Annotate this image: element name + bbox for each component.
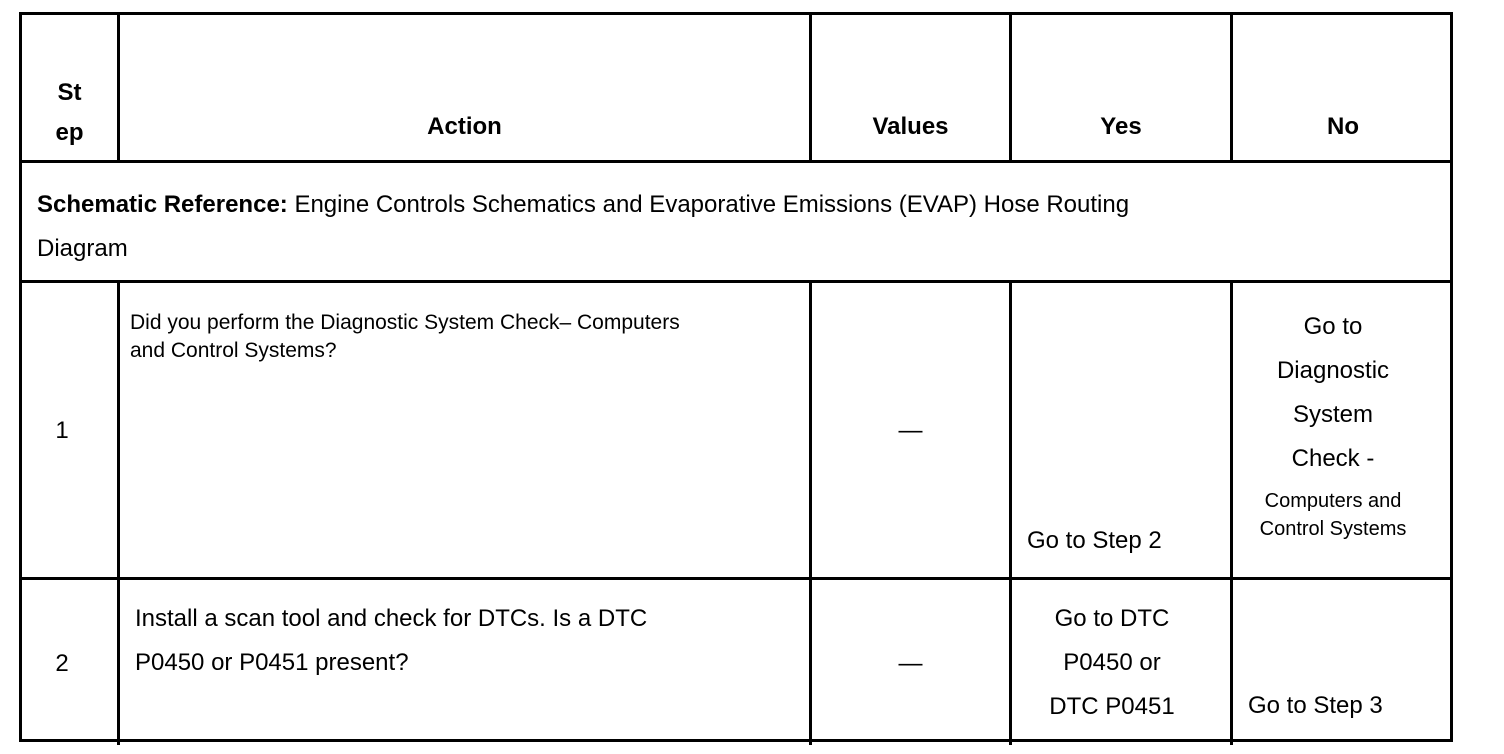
row1-step: 1 bbox=[55, 417, 69, 444]
header-step-line2: ep bbox=[55, 119, 84, 146]
header-action: Action bbox=[427, 113, 502, 140]
row1-values: — bbox=[898, 417, 923, 444]
row1-action-line2: and Control Systems? bbox=[130, 339, 337, 362]
header-divider bbox=[22, 160, 1450, 163]
row2-yes-line3: DTC P0451 bbox=[1049, 693, 1175, 720]
row2-action bbox=[135, 597, 805, 685]
row1-no-line3: System bbox=[1292, 401, 1373, 428]
diagnostic-table bbox=[19, 12, 1453, 742]
schematic-divider bbox=[22, 280, 1450, 283]
row1-no-line5: Computers and bbox=[1264, 490, 1402, 512]
row2-yes-line1: Go to DTC bbox=[1054, 605, 1170, 632]
row2-yes-line2: P0450 or bbox=[1063, 649, 1161, 676]
col-divider bbox=[117, 280, 120, 745]
row1-no-line1: Go to bbox=[1303, 313, 1363, 340]
header-step-line1: St bbox=[57, 79, 82, 106]
row1-yes: Go to Step 2 bbox=[1027, 527, 1162, 554]
header-yes: Yes bbox=[1100, 113, 1142, 140]
row1-action-line1: Did you perform the Diagnostic System Check– Computers bbox=[130, 311, 680, 334]
row1-no bbox=[1233, 305, 1433, 543]
row1-action bbox=[130, 309, 800, 365]
row1-no-line6: Control Systems bbox=[1259, 518, 1407, 540]
row2-step: 2 bbox=[55, 650, 69, 677]
row2-action-line1: Install a scan tool and check for DTCs. Is a DTC bbox=[135, 605, 648, 632]
row-divider bbox=[22, 577, 1450, 580]
row2-action-line2: P0450 or P0451 present? bbox=[135, 649, 409, 676]
header-step bbox=[22, 73, 117, 153]
row1-no-line4: Check - bbox=[1291, 445, 1375, 472]
schematic-label: Schematic Reference: bbox=[37, 191, 288, 218]
row2-values: — bbox=[898, 650, 923, 677]
header-no: No bbox=[1327, 113, 1359, 140]
row1-no-line2: Diagnostic bbox=[1276, 357, 1390, 384]
schematic-reference bbox=[37, 183, 1417, 271]
header-values: Values bbox=[872, 113, 949, 140]
row2-yes bbox=[1012, 597, 1212, 729]
schematic-text: Engine Controls Schematics and Evaporative Emissions (EVAP) Hose Routing bbox=[287, 191, 1130, 218]
row2-no: Go to Step 3 bbox=[1248, 692, 1383, 719]
schematic-text-line2: Diagram bbox=[37, 235, 128, 262]
